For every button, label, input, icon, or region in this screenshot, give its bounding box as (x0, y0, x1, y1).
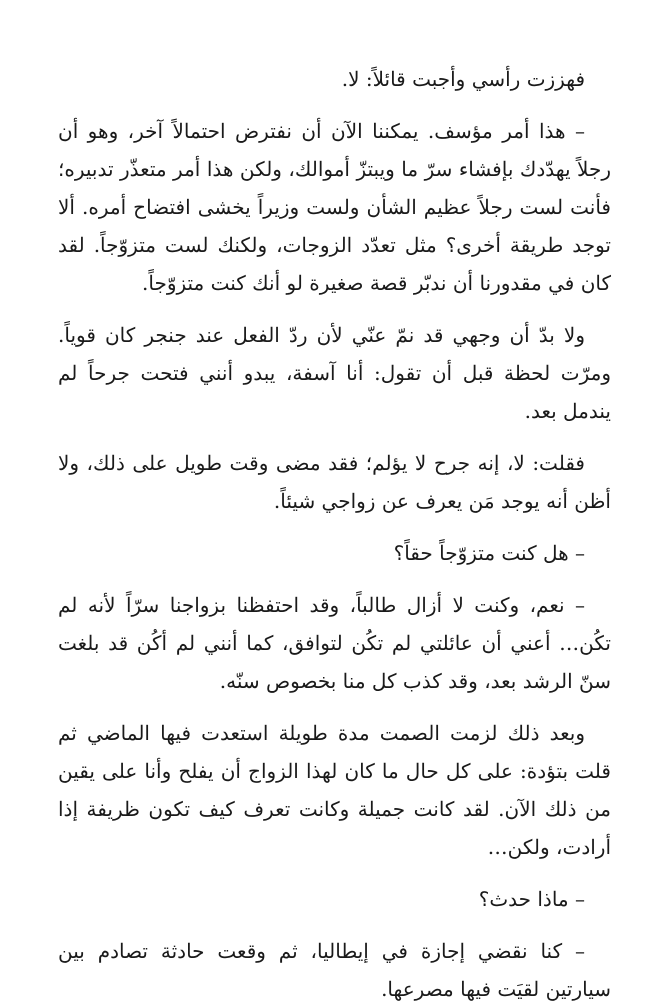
paragraph: فقلت: لا، إنه جرح لا يؤلم؛ فقد مضى وقت طويل على ذلك، ولا أظن أنه يوجد مَن يعرف عن زواجي شيئاً. (58, 451, 611, 513)
book-page (58, 60, 611, 1001)
paragraph: – هل كنت متزوّجاً حقاً؟ (393, 541, 585, 565)
paragraph: فهززت رأسي وأجبت قائلاً: لا. (341, 67, 585, 91)
paragraph: – ماذا حدث؟ (478, 887, 585, 911)
paragraph: – كنا نقضي إجازة في إيطاليا، ثم وقعت حادثة تصادم بين سيارتين لقيَت فيها مصرعها. (58, 939, 611, 1001)
paragraph: وبعد ذلك لزمت الصمت مدة طويلة استعدت فيها الماضي ثم قلت بتؤدة: على كل حال ما كان لهذا الزواج أن يفلح وأنا على يقين من ذلك الآن. لقد كانت جميلة وكانت تعرف كيف تكون ظريفة إذا أرادت، ولكن… (58, 721, 611, 859)
paragraph: – نعم، وكنت لا أزال طالباً، وقد احتفظنا بزواجنا سرّاً لأنه لم تكُن… أعني أن عائلتي لم تكُن لتوافق، كما أنني لم أكُن قد بلغت سنّ الرشد بعد، وقد كذب كل منا بخصوص سنّه. (58, 593, 611, 693)
paragraph: – هذا أمر مؤسف. يمكننا الآن أن نفترض احتمالاً آخر، وهو أن رجلاً يهدّدك بإفشاء سرّ ما ويبتزّ أموالك، ولكن هذا أمر متعذّر تدبيره؛ فأنت لست رجلاً عظيم الشأن ولست وزيراً يخشى افتضاح أمره. ألا توجد طريقة أخرى؟ مثل تعدّد الزوجات، ولكنك لست متزوّجاً. لقد كان في مقدورنا أن ندبّر قصة صغيرة لو أنك كنت متزوّجاً. (58, 119, 611, 295)
paragraph: ولا بدّ أن وجهي قد نمّ عنّي لأن ردّ الفعل عند جنجر كان قوياً. ومرّت لحظة قبل أن تقول: أنا آسفة، يبدو أنني فتحت جرحاً لم يندمل بعد. (58, 323, 611, 423)
